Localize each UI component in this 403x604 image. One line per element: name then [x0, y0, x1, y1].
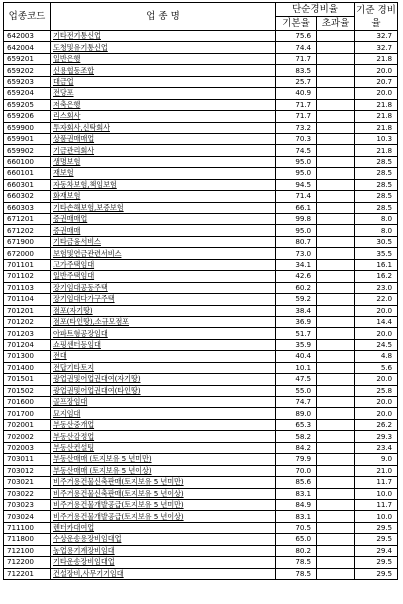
standard-rate-cell: 20.0 [355, 328, 398, 339]
industry-code-cell: 702003 [4, 442, 51, 453]
standard-rate-cell: 5.6 [355, 362, 398, 373]
industry-name-cell: 부동산매매 (토지보유 5 년미만) [51, 454, 276, 465]
standard-rate-cell: 32.7 [355, 42, 398, 53]
industry-name-cell: 건설장비,사무기기임대 [51, 568, 276, 579]
standard-rate-cell: 20.0 [355, 397, 398, 408]
table-row [4, 294, 398, 305]
standard-rate-cell: 26.2 [355, 419, 398, 430]
basic-rate-cell: 70.3 [276, 133, 317, 144]
industry-name-cell: 생명보험 [51, 156, 276, 167]
industry-code-cell: 702002 [4, 431, 51, 442]
industry-name-cell: 아파트형공장임대 [51, 328, 276, 339]
industry-name-cell: 묘지임대 [51, 408, 276, 419]
table-row [4, 76, 398, 87]
excess-rate-cell [317, 454, 355, 465]
industry-code-cell: 672000 [4, 248, 51, 259]
industry-name-cell: 고가주택임대 [51, 259, 276, 270]
table-row [4, 156, 398, 167]
excess-rate-cell [317, 488, 355, 499]
standard-rate-cell: 28.5 [355, 191, 398, 202]
industry-code-cell: 701600 [4, 397, 51, 408]
industry-name-cell: 보험및연금관련서비스 [51, 248, 276, 259]
excess-rate-cell [317, 545, 355, 556]
excess-rate-cell [317, 31, 355, 42]
industry-name-cell: 부동산컨설팅 [51, 442, 276, 453]
standard-rate-cell: 30.5 [355, 236, 398, 247]
basic-rate-cell: 65.3 [276, 419, 317, 430]
standard-rate-cell: 28.5 [355, 202, 398, 213]
industry-name-cell: 증권매매업 [51, 214, 276, 225]
basic-rate-cell: 34.1 [276, 259, 317, 270]
industry-code-cell: 659900 [4, 122, 51, 133]
excess-rate-cell [317, 431, 355, 442]
basic-rate-cell: 71.7 [276, 111, 317, 122]
table-row [4, 557, 398, 568]
rate-table-sheet [3, 2, 397, 580]
standard-rate-cell: 29.5 [355, 522, 398, 533]
basic-rate-cell: 80.2 [276, 545, 317, 556]
standard-rate-cell: 21.8 [355, 122, 398, 133]
excess-rate-cell [317, 168, 355, 179]
standard-rate-cell: 22.0 [355, 294, 398, 305]
industry-name-cell: 비주거용건물개발공급(토지보유 5 년이상) [51, 511, 276, 522]
basic-rate-cell: 73.2 [276, 122, 317, 133]
basic-rate-cell: 47.5 [276, 374, 317, 385]
industry-name-cell: 기타전기통신업 [51, 31, 276, 42]
basic-rate-cell: 83.5 [276, 65, 317, 76]
industry-name-cell: 저축은행 [51, 99, 276, 110]
excess-rate-cell [317, 305, 355, 316]
table-body [4, 31, 398, 580]
standard-rate-cell: 20.0 [355, 374, 398, 385]
industry-code-cell: 659201 [4, 53, 51, 64]
table-row [4, 305, 398, 316]
table-row [4, 316, 398, 327]
table-header [4, 3, 398, 31]
basic-rate-cell: 95.0 [276, 225, 317, 236]
industry-code-cell: 711800 [4, 534, 51, 545]
basic-rate-cell: 66.1 [276, 202, 317, 213]
basic-rate-cell: 10.1 [276, 362, 317, 373]
table-row [4, 477, 398, 488]
table-row [4, 362, 398, 373]
basic-rate-cell: 40.9 [276, 88, 317, 99]
table-row [4, 522, 398, 533]
industry-code-cell: 659902 [4, 145, 51, 156]
excess-rate-cell [317, 328, 355, 339]
standard-rate-cell: 10.0 [355, 488, 398, 499]
excess-rate-cell [317, 202, 355, 213]
standard-rate-cell: 21.8 [355, 99, 398, 110]
standard-rate-cell: 20.0 [355, 88, 398, 99]
basic-rate-cell: 40.4 [276, 351, 317, 362]
industry-name-cell: 장기임대공동주택 [51, 282, 276, 293]
excess-rate-cell [317, 248, 355, 259]
basic-rate-cell: 85.6 [276, 477, 317, 488]
basic-rate-cell: 78.5 [276, 557, 317, 568]
industry-code-cell: 660101 [4, 168, 51, 179]
table-row [4, 248, 398, 259]
standard-rate-cell: 32.7 [355, 31, 398, 42]
excess-rate-cell [317, 534, 355, 545]
excess-rate-cell [317, 145, 355, 156]
table-row [4, 202, 398, 213]
basic-rate-cell: 95.0 [276, 168, 317, 179]
basic-rate-cell: 83.1 [276, 511, 317, 522]
standard-rate-cell: 21.8 [355, 53, 398, 64]
excess-rate-cell [317, 122, 355, 133]
standard-rate-cell: 20.0 [355, 65, 398, 76]
excess-rate-cell [317, 53, 355, 64]
industry-code-cell: 642003 [4, 31, 51, 42]
excess-rate-cell [317, 271, 355, 282]
industry-name-cell: 골프장임대 [51, 397, 276, 408]
basic-rate-cell: 25.7 [276, 76, 317, 87]
standard-rate-cell: 23.4 [355, 442, 398, 453]
industry-code-cell: 701202 [4, 316, 51, 327]
table-row [4, 534, 398, 545]
basic-rate-cell: 59.2 [276, 294, 317, 305]
basic-rate-cell: 36.9 [276, 316, 317, 327]
industry-code-cell: 701102 [4, 271, 51, 282]
table-row [4, 511, 398, 522]
excess-rate-cell [317, 408, 355, 419]
industry-name-cell: 광업권및어업권대여(자기땅) [51, 374, 276, 385]
standard-rate-cell: 29.5 [355, 568, 398, 579]
industry-name-cell: 도청및유기통신업 [51, 42, 276, 53]
industry-code-cell: 703024 [4, 511, 51, 522]
industry-name-cell: 리스회사 [51, 111, 276, 122]
excess-rate-cell [317, 294, 355, 305]
industry-code-cell: 660301 [4, 179, 51, 190]
industry-name-cell: 화재보험 [51, 191, 276, 202]
industry-code-cell: 701502 [4, 385, 51, 396]
industry-code-cell: 701203 [4, 328, 51, 339]
industry-code-cell: 703021 [4, 477, 51, 488]
excess-rate-cell [317, 385, 355, 396]
standard-rate-cell: 8.0 [355, 225, 398, 236]
standard-rate-cell: 29.5 [355, 557, 398, 568]
excess-rate-cell [317, 465, 355, 476]
standard-rate-cell: 29.3 [355, 431, 398, 442]
industry-name-cell: 쇼핑센터등임대 [51, 339, 276, 350]
table-row [4, 339, 398, 350]
header-basic-rate: 기본율 [276, 17, 317, 31]
industry-code-cell: 701400 [4, 362, 51, 373]
industry-code-cell: 703023 [4, 499, 51, 510]
excess-rate-cell [317, 191, 355, 202]
industry-name-cell: 부동산중개업 [51, 419, 276, 430]
industry-code-cell: 703012 [4, 465, 51, 476]
excess-rate-cell [317, 499, 355, 510]
table-row [4, 179, 398, 190]
basic-rate-cell: 38.4 [276, 305, 317, 316]
excess-rate-cell [317, 339, 355, 350]
table-row [4, 53, 398, 64]
industry-code-cell: 701103 [4, 282, 51, 293]
industry-code-cell: 712201 [4, 568, 51, 579]
industry-code-cell: 660302 [4, 191, 51, 202]
basic-rate-cell: 74.4 [276, 42, 317, 53]
table-row [4, 236, 398, 247]
standard-rate-cell: 20.7 [355, 76, 398, 87]
industry-name-cell: 부동산매매 (토지보유 5 년이상) [51, 465, 276, 476]
excess-rate-cell [317, 179, 355, 190]
standard-rate-cell: 23.0 [355, 282, 398, 293]
excess-rate-cell [317, 477, 355, 488]
basic-rate-cell: 89.0 [276, 408, 317, 419]
excess-rate-cell [317, 511, 355, 522]
table-row [4, 499, 398, 510]
industry-name-cell: 농업용기계장비임대 [51, 545, 276, 556]
industry-code-cell: 660100 [4, 156, 51, 167]
table-row [4, 225, 398, 236]
basic-rate-cell: 80.7 [276, 236, 317, 247]
industry-code-cell: 701101 [4, 259, 51, 270]
table-row [4, 454, 398, 465]
industry-code-cell: 659205 [4, 99, 51, 110]
table-row [4, 168, 398, 179]
basic-rate-cell: 83.1 [276, 488, 317, 499]
industry-code-cell: 702001 [4, 419, 51, 430]
excess-rate-cell [317, 259, 355, 270]
basic-rate-cell: 75.6 [276, 31, 317, 42]
standard-rate-cell: 35.5 [355, 248, 398, 259]
industry-code-cell: 711100 [4, 522, 51, 533]
industry-name-cell: 상품권매매업 [51, 133, 276, 144]
industry-code-cell: 712100 [4, 545, 51, 556]
table-row [4, 145, 398, 156]
table-row [4, 42, 398, 53]
industry-code-cell: 642004 [4, 42, 51, 53]
table-row [4, 419, 398, 430]
standard-rate-cell: 21.8 [355, 111, 398, 122]
industry-name-cell: 기타손해보험,보증보험 [51, 202, 276, 213]
excess-rate-cell [317, 76, 355, 87]
industry-code-cell: 701201 [4, 305, 51, 316]
header-standard-expense-rate: 기준 경비율 [356, 4, 396, 29]
header-simple-expense-rate: 단순경비율 [276, 3, 355, 17]
table-row [4, 259, 398, 270]
standard-rate-cell: 14.4 [355, 316, 398, 327]
table-row [4, 431, 398, 442]
basic-rate-cell: 71.7 [276, 53, 317, 64]
expense-rate-table [3, 2, 398, 580]
basic-rate-cell: 65.0 [276, 534, 317, 545]
standard-rate-cell: 10.3 [355, 133, 398, 144]
excess-rate-cell [317, 65, 355, 76]
header-excess-rate: 초과율 [317, 17, 355, 31]
table-row [4, 214, 398, 225]
industry-code-cell: 701700 [4, 408, 51, 419]
standard-rate-cell: 29.4 [355, 545, 398, 556]
excess-rate-cell [317, 362, 355, 373]
basic-rate-cell: 79.9 [276, 454, 317, 465]
excess-rate-cell [317, 133, 355, 144]
industry-name-cell: 전당포 [51, 88, 276, 99]
basic-rate-cell: 58.2 [276, 431, 317, 442]
industry-code-cell: 701300 [4, 351, 51, 362]
excess-rate-cell [317, 99, 355, 110]
industry-code-cell: 671202 [4, 225, 51, 236]
standard-rate-cell: 20.0 [355, 408, 398, 419]
table-row [4, 88, 398, 99]
table-row [4, 65, 398, 76]
industry-code-cell: 659203 [4, 76, 51, 87]
table-row [4, 111, 398, 122]
excess-rate-cell [317, 316, 355, 327]
excess-rate-cell [317, 88, 355, 99]
standard-rate-cell: 21.8 [355, 145, 398, 156]
industry-name-cell: 기타운송장비임대업 [51, 557, 276, 568]
basic-rate-cell: 51.7 [276, 328, 317, 339]
basic-rate-cell: 73.0 [276, 248, 317, 259]
standard-rate-cell: 8.0 [355, 214, 398, 225]
industry-name-cell: 일반은행 [51, 53, 276, 64]
excess-rate-cell [317, 568, 355, 579]
basic-rate-cell: 71.7 [276, 99, 317, 110]
industry-name-cell: 부동산감정업 [51, 431, 276, 442]
standard-rate-cell: 21.0 [355, 465, 398, 476]
standard-rate-cell: 28.5 [355, 156, 398, 167]
standard-rate-cell: 11.7 [355, 499, 398, 510]
table-row [4, 351, 398, 362]
industry-code-cell: 701204 [4, 339, 51, 350]
excess-rate-cell [317, 42, 355, 53]
industry-name-cell: 재보험 [51, 168, 276, 179]
industry-name-cell: 비주거용건물개발공급(토지보유 5 년미만) [51, 499, 276, 510]
industry-name-cell: 점포(자기땅) [51, 305, 276, 316]
table-row [4, 374, 398, 385]
table-row [4, 328, 398, 339]
excess-rate-cell [317, 282, 355, 293]
industry-code-cell: 671900 [4, 236, 51, 247]
table-row [4, 397, 398, 408]
industry-name-cell: 전답기타토지 [51, 362, 276, 373]
industry-code-cell: 701104 [4, 294, 51, 305]
basic-rate-cell: 71.4 [276, 191, 317, 202]
basic-rate-cell: 42.6 [276, 271, 317, 282]
header-industry-name: 업 종 명 [51, 3, 276, 31]
industry-name-cell: 렌터카대여업 [51, 522, 276, 533]
basic-rate-cell: 74.5 [276, 145, 317, 156]
industry-name-cell: 비주거용건물신축판매(토지보유 5 년미만) [51, 477, 276, 488]
basic-rate-cell: 70.0 [276, 465, 317, 476]
standard-rate-cell: 16.1 [355, 259, 398, 270]
excess-rate-cell [317, 156, 355, 167]
basic-rate-cell: 94.5 [276, 179, 317, 190]
table-row [4, 408, 398, 419]
excess-rate-cell [317, 442, 355, 453]
table-row [4, 31, 398, 42]
basic-rate-cell: 84.9 [276, 499, 317, 510]
basic-rate-cell: 35.9 [276, 339, 317, 350]
industry-code-cell: 701501 [4, 374, 51, 385]
excess-rate-cell [317, 557, 355, 568]
basic-rate-cell: 95.0 [276, 156, 317, 167]
industry-code-cell: 703022 [4, 488, 51, 499]
industry-name-cell: 투자회사,신탁회사 [51, 122, 276, 133]
basic-rate-cell: 78.5 [276, 568, 317, 579]
excess-rate-cell [317, 522, 355, 533]
basic-rate-cell: 99.8 [276, 214, 317, 225]
standard-rate-cell: 20.0 [355, 305, 398, 316]
standard-rate-cell: 16.2 [355, 271, 398, 282]
excess-rate-cell [317, 419, 355, 430]
excess-rate-cell [317, 397, 355, 408]
table-row [4, 385, 398, 396]
excess-rate-cell [317, 214, 355, 225]
excess-rate-cell [317, 236, 355, 247]
table-row [4, 133, 398, 144]
table-row [4, 568, 398, 579]
industry-name-cell: 일반주택임대 [51, 271, 276, 282]
table-row [4, 271, 398, 282]
industry-code-cell: 659202 [4, 65, 51, 76]
standard-rate-cell: 25.8 [355, 385, 398, 396]
basic-rate-cell: 60.2 [276, 282, 317, 293]
header-industry-code: 업종코드 [4, 3, 51, 31]
industry-name-cell: 수상운송용장비임대업 [51, 534, 276, 545]
industry-code-cell: 703011 [4, 454, 51, 465]
industry-code-cell: 659206 [4, 111, 51, 122]
industry-name-cell: 기금관리회사 [51, 145, 276, 156]
basic-rate-cell: 70.5 [276, 522, 317, 533]
excess-rate-cell [317, 374, 355, 385]
industry-name-cell: 대금업 [51, 76, 276, 87]
table-row [4, 545, 398, 556]
standard-rate-cell: 29.5 [355, 534, 398, 545]
excess-rate-cell [317, 225, 355, 236]
table-row [4, 442, 398, 453]
industry-code-cell: 659204 [4, 88, 51, 99]
standard-rate-cell: 10.0 [355, 511, 398, 522]
industry-code-cell: 659901 [4, 133, 51, 144]
industry-name-cell: 증권매매 [51, 225, 276, 236]
standard-rate-cell: 28.5 [355, 168, 398, 179]
excess-rate-cell [317, 351, 355, 362]
table-row [4, 465, 398, 476]
industry-code-cell: 671201 [4, 214, 51, 225]
basic-rate-cell: 74.7 [276, 397, 317, 408]
industry-name-cell: 자동차보험,책임보험 [51, 179, 276, 190]
table-row [4, 99, 398, 110]
standard-rate-cell: 24.5 [355, 339, 398, 350]
standard-rate-cell: 9.0 [355, 454, 398, 465]
industry-name-cell: 신용협동조합 [51, 65, 276, 76]
table-row [4, 488, 398, 499]
industry-code-cell: 660303 [4, 202, 51, 213]
industry-name-cell: 장기임대다가구주택 [51, 294, 276, 305]
basic-rate-cell: 84.2 [276, 442, 317, 453]
industry-name-cell: 기타금융서비스 [51, 236, 276, 247]
industry-name-cell: 점포(타인땅),소규모점포 [51, 316, 276, 327]
standard-rate-cell: 28.5 [355, 179, 398, 190]
standard-rate-cell: 4.8 [355, 351, 398, 362]
table-row [4, 122, 398, 133]
basic-rate-cell: 55.0 [276, 385, 317, 396]
excess-rate-cell [317, 111, 355, 122]
industry-name-cell: 광업권및어업권대여(타인땅) [51, 385, 276, 396]
standard-rate-cell: 11.7 [355, 477, 398, 488]
industry-code-cell: 712200 [4, 557, 51, 568]
industry-name-cell: 전대 [51, 351, 276, 362]
table-row [4, 191, 398, 202]
industry-name-cell: 비주거용건물신축판매(토지보유 5 년이상) [51, 488, 276, 499]
table-row [4, 282, 398, 293]
